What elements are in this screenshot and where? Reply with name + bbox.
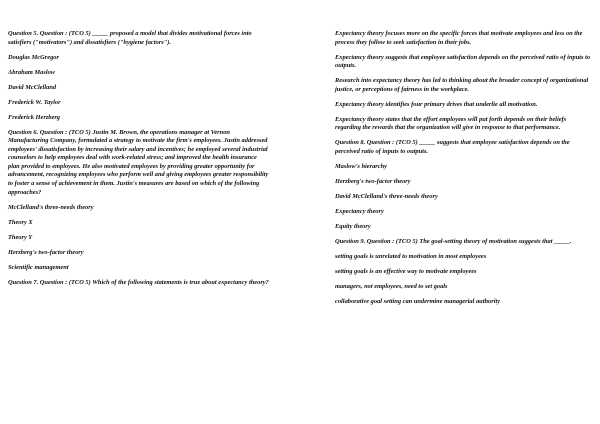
- answer-option: Scientific management: [8, 263, 69, 271]
- answer-option: Research into expectancy theory has led to thinking about the broader concept of organizational justice, or perceptions of fairness in the workplace.: [335, 77, 589, 93]
- answer-option: Theory X: [8, 218, 33, 226]
- question-7-text: Question 7. Question : (TCO 5) Which of the following statements is true about expectancy theory?: [8, 278, 269, 286]
- question-8-text: Question 8. Question : (TCO 5) _____ suggests that employee satisfaction depends on the perceived ratio of inputs to outputs.: [335, 139, 570, 155]
- answer-option: Herzberg's two-factor theory: [8, 248, 84, 256]
- answer-option: Frederick W. Taylor: [8, 98, 61, 106]
- answer-option: McClelland's three-needs theory: [8, 203, 94, 211]
- answer-option: Herzberg's two-factor theory: [335, 177, 411, 185]
- left-column: [8, 30, 270, 294]
- question-6-text: Question 6. Question : (TCO 5) Justin M. Brown, the operations manager at Vernon Manufacturing Company, formulated a strategy to motivate the firm's employees. Justin addressed employees' dissatisfaction by increasing their salary and incentives; he employed several industrial counselors to help employees deal with work-related stress; and improved the health insurance plan provided to employees. He also motivated employees by providing greater opportunity for advancement, recognizing employees who perform well and giving employees greater responsibility to foster a sense of achievement in them. Justin's measures are based on which of the following approaches?: [8, 128, 269, 196]
- answer-option: Abraham Maslow: [8, 68, 56, 76]
- answer-option: collaborative goal setting can undermine managerial authority: [335, 297, 501, 305]
- answer-option: David McClelland's three-needs theory: [335, 192, 438, 200]
- answer-option: Expectancy theory: [335, 207, 384, 215]
- answer-option: Expectancy theory focuses more on the specific forces that motivate employees and less on the process they follow to seek satisfaction in their jobs.: [335, 30, 583, 46]
- answer-option: Equity theory: [335, 222, 371, 230]
- question-9-text: Question 9. Question : (TCO 5) The goal-setting theory of motivation suggests that _____.: [335, 237, 572, 245]
- question-5-text: Question 5. Question : (TCO 5) _____ proposed a model that divides motivational forces into satisfiers ("motivators") and dissatisfiers ("hygiene factors").: [8, 30, 252, 46]
- answer-option: Douglas McGregor: [8, 53, 59, 61]
- answer-option: Expectancy theory suggests that employee satisfaction depends on the perceived ratio of inputs to outputs.: [335, 53, 591, 70]
- answer-option: Expectancy theory identifies four primary drives that underlie all motivation.: [335, 100, 538, 108]
- answer-option: managers, not employees, need to set goals: [335, 282, 448, 290]
- answer-option: Frederick Herzberg: [8, 113, 61, 121]
- right-column: [335, 30, 593, 313]
- answer-option: Maslow's hierarchy: [335, 162, 388, 170]
- answer-option: setting goals is unrelated to motivation in most employees: [335, 252, 487, 260]
- answer-option: Expectancy theory states that the effort employees will put forth depends on their beliefs regarding the rewards that the organization will give in response to that performance.: [335, 115, 567, 132]
- answer-option: Theory Y: [8, 233, 33, 241]
- answer-option: David McClelland: [8, 83, 57, 91]
- answer-option: setting goals is an effective way to motivate employees: [335, 267, 477, 275]
